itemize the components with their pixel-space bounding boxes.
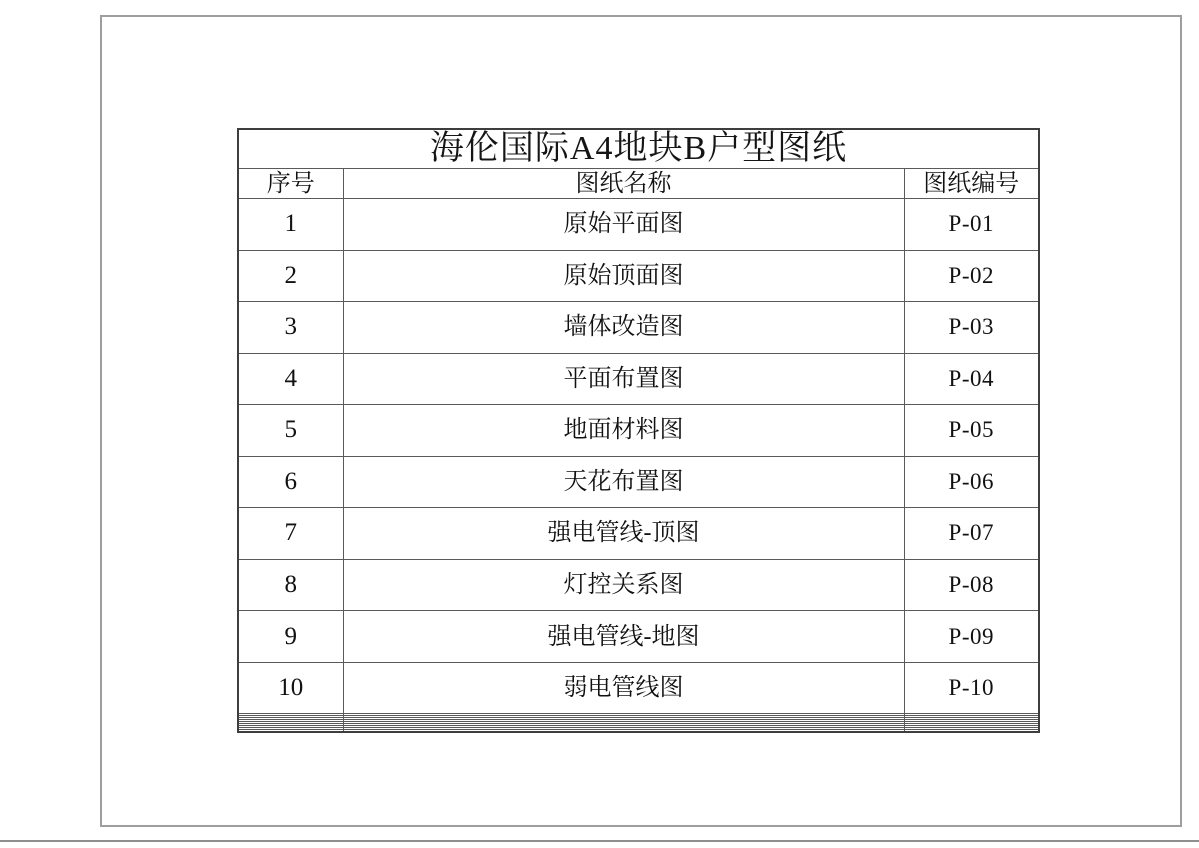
drawing-code-cell: P-02 xyxy=(904,250,1039,302)
drawing-code-cell: P-08 xyxy=(904,559,1039,611)
sheet-title: 海伦国际A4地块B户型图纸 xyxy=(238,129,1039,169)
column-header-drawing-code: 图纸编号 xyxy=(904,169,1039,199)
drawing-index-table xyxy=(237,128,1040,733)
drawing-name-cell: 弱电管线图 xyxy=(343,662,904,714)
row-number-cell: 4 xyxy=(238,353,343,405)
drawing-name-cell: 强电管线-地图 xyxy=(343,611,904,663)
table-header-row xyxy=(238,169,1039,199)
table-title-row xyxy=(238,129,1039,169)
table-row xyxy=(238,662,1039,714)
row-number-cell: 1 xyxy=(238,199,343,251)
row-number-cell: 5 xyxy=(238,405,343,457)
table-row xyxy=(238,199,1039,251)
table-row xyxy=(238,353,1039,405)
row-number-cell: 6 xyxy=(238,456,343,508)
table-row xyxy=(238,302,1039,354)
drawing-code-cell: P-01 xyxy=(904,199,1039,251)
drawing-name-cell: 地面材料图 xyxy=(343,405,904,457)
drawing-name-cell: 墙体改造图 xyxy=(343,302,904,354)
drawing-name-cell: 灯控关系图 xyxy=(343,559,904,611)
row-number-cell: 10 xyxy=(238,662,343,714)
drawing-code-cell: P-07 xyxy=(904,508,1039,560)
table-row xyxy=(238,405,1039,457)
row-number-cell: 2 xyxy=(238,250,343,302)
table-row xyxy=(238,456,1039,508)
table-row xyxy=(238,250,1039,302)
empty-table-row xyxy=(238,729,1039,732)
drawing-name-cell: 强电管线-顶图 xyxy=(343,508,904,560)
row-number-cell: 3 xyxy=(238,302,343,354)
row-number-cell: 8 xyxy=(238,559,343,611)
table-row xyxy=(238,559,1039,611)
drawing-name-cell: 平面布置图 xyxy=(343,353,904,405)
drawing-code-cell: P-03 xyxy=(904,302,1039,354)
drawing-code-cell: P-09 xyxy=(904,611,1039,663)
row-number-cell xyxy=(238,729,343,732)
table-row xyxy=(238,508,1039,560)
drawing-code-cell: P-04 xyxy=(904,353,1039,405)
drawing-code-cell: P-05 xyxy=(904,405,1039,457)
table-row xyxy=(238,611,1039,663)
row-number-cell: 7 xyxy=(238,508,343,560)
drawing-name-cell: 天花布置图 xyxy=(343,456,904,508)
drawing-code-cell xyxy=(904,729,1039,732)
drawing-name-cell xyxy=(343,729,904,732)
drawing-name-cell: 原始顶面图 xyxy=(343,250,904,302)
column-header-drawing-name: 图纸名称 xyxy=(343,169,904,199)
drawing-code-cell: P-06 xyxy=(904,456,1039,508)
page-bottom-divider xyxy=(0,840,1199,842)
drawing-code-cell: P-10 xyxy=(904,662,1039,714)
drawing-name-cell: 原始平面图 xyxy=(343,199,904,251)
column-header-index: 序号 xyxy=(238,169,343,199)
row-number-cell: 9 xyxy=(238,611,343,663)
